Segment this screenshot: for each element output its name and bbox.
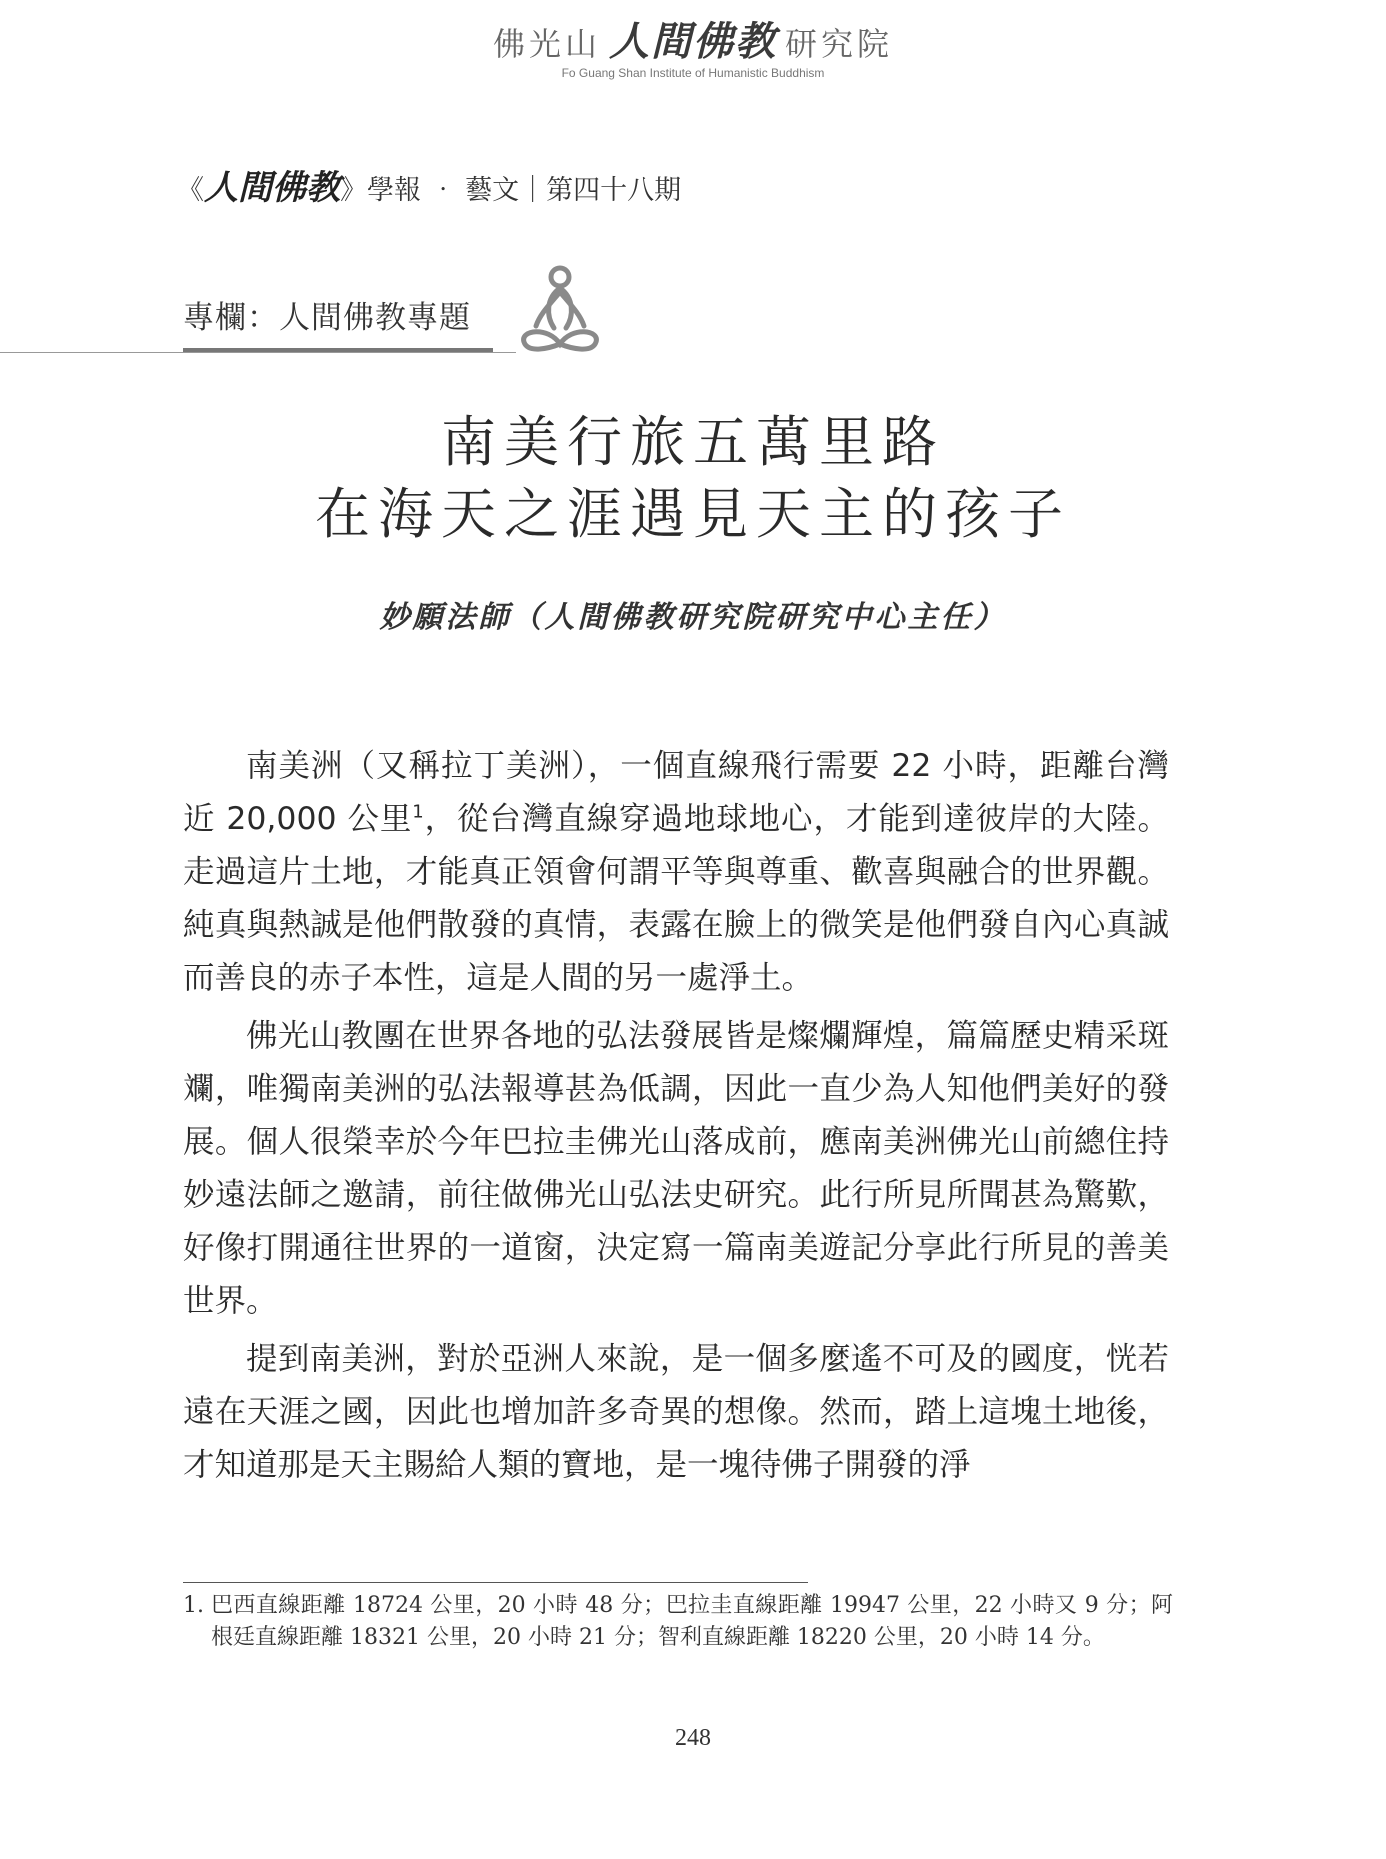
journal-issue-text: 》學報 ‧ 藝文｜第四十八期 (340, 175, 682, 206)
column-label: 專欄：人間佛教專題 (183, 300, 471, 336)
institute-script-logo: 人間佛教 (609, 18, 777, 65)
article-title-line-2: 在海天之涯遇見天主的孩子 (314, 482, 1071, 546)
journal-script-logo: 人間佛教 (204, 168, 340, 208)
body-paragraph: 佛光山教團在世界各地的弘法發展皆是燦爛輝煌，篇篇歷史精采斑斕，唯獨南美洲的弘法報導甚為低調，因此一直少為人知他們美好的發展。個人很榮幸於今年巴拉圭佛光山落成前，應南美洲佛光山前總住持妙遠法師之邀請，前往做佛光山弘法史研究。此行所見所聞甚為驚歎，好像打開通往世界的一道窗，決定寫一篇南美遊記分享此行所見的善美世界。 (183, 1018, 1169, 1319)
footnote (183, 1590, 1173, 1654)
institute-english-name: Fo Guang Shan Institute of Humanistic Buddhism (561, 66, 825, 80)
footnote-text: 巴西直線距離 18724 公里，20 小時 48 分；巴拉圭直線距離 19947 公里，22 小時又 9 分；阿根廷直線距離 18321 公里，20 小時 21 分；智利直線距離 18220 公里，20 小時 14 分。 (211, 1593, 1173, 1650)
institute-suffix: 研究院 (785, 25, 894, 63)
journal-running-head (177, 160, 681, 209)
body-paragraph: 提到南美洲，對於亞洲人來說，是一個多麼遙不可及的國度，恍若遠在天涯之國，因此也增加許多奇異的想像。然而，踏上這塊土地後，才知道那是天主賜給人類的寶地，是一塊待佛子開發的淨 (183, 1341, 1169, 1483)
footnote-rule (183, 1582, 808, 1583)
page-number: 248 (675, 1725, 711, 1751)
footnote-number: 1. (183, 1593, 204, 1618)
institute-name (0, 18, 1386, 65)
article-title-line-1: 南美行旅五萬里路 (440, 410, 945, 474)
footnote-reference: 1 (412, 801, 424, 823)
section-divider (0, 352, 516, 353)
journal-open-bracket: 《 (177, 175, 204, 206)
article-author: 妙願法師（人間佛教研究院研究中心主任） (379, 600, 1007, 635)
article-body (183, 740, 1169, 1497)
meditating-figure-icon (510, 262, 610, 362)
paragraph-text: ，從台灣直線穿過地球地心，才能到達彼岸的大陸。走過這片土地，才能真正領會何謂平等與尊重、歡喜與融合的世界觀。純真與熱誠是他們散發的真情，表露在臉上的微笑是他們發自內心真誠而善良的赤子本性，這是人間的另一處淨土。 (183, 801, 1169, 996)
body-paragraph (183, 740, 1169, 1005)
paragraph-text: 南美洲（又稱拉丁美洲），一個直線飛行需要 22 小時，距離台灣近 20,000 公里 (183, 748, 1169, 837)
institute-header (0, 18, 1386, 80)
institute-prefix: 佛光山 (492, 25, 601, 63)
